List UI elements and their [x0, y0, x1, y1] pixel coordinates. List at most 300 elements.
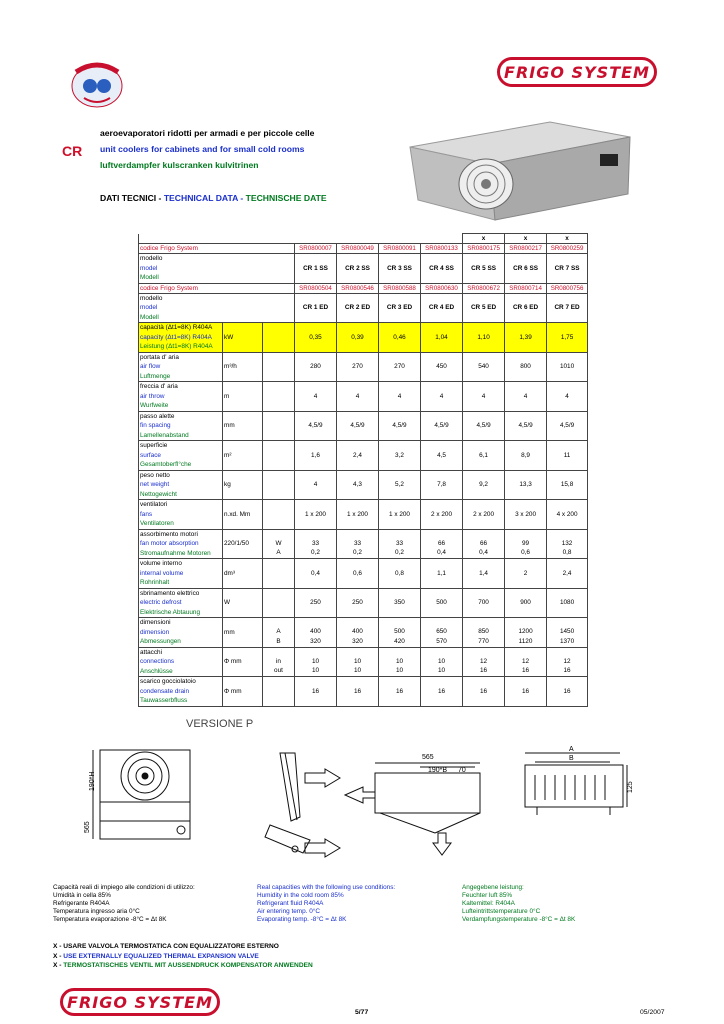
cond-en-3: Air entering temp. 0°C — [257, 908, 320, 915]
motor-value-1: 33 — [353, 539, 362, 547]
dimension-unit-1: A — [276, 628, 281, 636]
code_ed-value: SR0800630 — [421, 283, 463, 293]
table-row-airflow — [139, 352, 588, 382]
x-marks-spacer — [139, 234, 463, 244]
model_ss-label-en: model — [140, 264, 158, 272]
model_ss-label-it: modello — [140, 255, 163, 262]
motor-value-1: 33 — [395, 539, 404, 547]
airflow-value: 540 — [463, 352, 505, 382]
table-row-weight — [139, 470, 588, 500]
drain-value: 16 — [547, 677, 588, 707]
surface-value: 4,5 — [421, 441, 463, 471]
connections-unit-1: in — [276, 657, 281, 665]
connections-value-pair — [547, 647, 588, 677]
fans-value: 1 x 200 — [295, 500, 337, 530]
dimension-value-pair — [379, 618, 421, 648]
section-title — [100, 193, 327, 203]
weight-label-de: Nettogewicht — [140, 490, 177, 498]
cond-it-2: Refrigerante R404A — [53, 900, 110, 907]
document-date: 05/2007 — [640, 1009, 665, 1016]
motor-unit-1: W — [275, 539, 282, 547]
throw-label — [139, 382, 223, 412]
footer-brand-logo — [60, 988, 220, 1016]
cond-de-3: Lufteintrittstemperature 0°C — [462, 908, 541, 915]
table-row-model_ed — [139, 293, 588, 323]
drain-value: 16 — [379, 677, 421, 707]
model_ss-value: CR 3 SS — [379, 254, 421, 284]
fins-value: 4,5/9 — [379, 411, 421, 441]
connections-value-2: 10 — [353, 667, 362, 675]
motor-value-pair — [295, 529, 337, 559]
surface-unit-extra — [263, 441, 295, 471]
surface-value: 11 — [547, 441, 588, 471]
model_ss-value: CR 6 SS — [505, 254, 547, 284]
fins-unit: mm — [223, 411, 263, 441]
throw-value: 4 — [463, 382, 505, 412]
weight-value: 5,2 — [379, 470, 421, 500]
surface-value: 6,1 — [463, 441, 505, 471]
title-italian: aeroevaporatori ridotti per armadi e per piccole celle — [100, 128, 315, 138]
volume-value: 2 — [505, 559, 547, 589]
dim-a: A — [569, 746, 574, 753]
model_ed-label-it: modello — [140, 294, 163, 302]
code_ed-value: SR0800546 — [337, 283, 379, 293]
product-photo — [400, 112, 640, 232]
weight-label-it: peso netto — [140, 471, 170, 479]
volume-unit: dm³ — [223, 559, 263, 589]
code_ss-value: SR0800007 — [295, 244, 337, 254]
dimension-value-1: 1450 — [559, 628, 575, 636]
capacity-value: 0,35 — [295, 323, 337, 353]
weight-value: 9,2 — [463, 470, 505, 500]
defrost-label-en: electric defrost — [140, 599, 182, 606]
throw-value: 4 — [505, 382, 547, 412]
table-row-dimension — [139, 618, 588, 648]
airflow-value: 800 — [505, 352, 547, 382]
throw-value: 4 — [295, 382, 337, 412]
connections-value-pair — [379, 647, 421, 677]
motor-label-en: fan motor absorption — [140, 540, 199, 547]
drain-unit: Φ mm — [223, 677, 263, 707]
drain-value: 16 — [295, 677, 337, 707]
code_ss-value: SR0800091 — [379, 244, 421, 254]
cond-de-2: Kaltemittel: R404A — [462, 900, 515, 907]
valve-prefix-de: X - — [53, 962, 64, 969]
throw-label-de: Wurfweite — [140, 402, 169, 409]
conditions-italian — [53, 884, 253, 924]
table-row-throw — [139, 382, 588, 412]
dim-190b: 190*B — [428, 767, 448, 774]
connections-value-2: 10 — [395, 667, 404, 675]
code_ed-value: SR0800714 — [505, 283, 547, 293]
conditions-english — [257, 884, 457, 924]
valve-prefix-it: X - — [53, 943, 64, 950]
dim-565-left: 565 — [84, 821, 91, 833]
connections-label-it: attacchi — [140, 648, 163, 656]
spec-table-body — [139, 234, 588, 707]
dim-190h: 190*H — [89, 771, 96, 791]
motor-value-pair — [463, 529, 505, 559]
motor-label-de: Stromaufnahme Motoren — [140, 549, 211, 557]
brand-logo — [497, 57, 657, 87]
valve-note-de — [53, 961, 313, 971]
motor-label — [139, 529, 223, 559]
dimension-value-2: 570 — [436, 637, 447, 645]
version-label: VERSIONE P — [186, 718, 254, 730]
weight-label — [139, 470, 223, 500]
motor-sub: 220/1/50 — [223, 529, 263, 559]
defrost-unit: W — [223, 588, 263, 618]
fins-label — [139, 411, 223, 441]
connections-value-1: 10 — [395, 657, 404, 665]
connections-value-1: 10 — [437, 657, 446, 665]
technical-drawing — [84, 745, 635, 875]
volume-value: 1,1 — [421, 559, 463, 589]
table-row-capacity — [139, 323, 588, 353]
front-view-drawing — [93, 750, 190, 839]
fans-value: 2 x 200 — [463, 500, 505, 530]
dimension-label — [139, 618, 223, 648]
capacity-label — [139, 323, 223, 353]
connections-value-pair — [295, 647, 337, 677]
capacity-value: 0,46 — [379, 323, 421, 353]
x-mark-cell: x — [505, 234, 547, 244]
code_ed-value: SR0800672 — [463, 283, 505, 293]
dimension-unit-2: B — [276, 637, 281, 645]
airflow-value: 280 — [295, 352, 337, 382]
valve-text-it: USARE VALVOLA TERMOSTATICA CON EQUALIZZATORE ESTERNO — [63, 943, 279, 950]
dimension-value-1: 400 — [352, 628, 363, 636]
motor-value-2: 0,2 — [395, 549, 404, 557]
airflow-label-en: air flow — [140, 363, 161, 370]
drain-label-de: Tauwasserbfluss — [140, 697, 188, 704]
code_ed-label: codice Frigo System — [139, 283, 295, 293]
weight-value: 15,8 — [547, 470, 588, 500]
code_ss-label: codice Frigo System — [139, 244, 295, 254]
model_ed-value: CR 4 ED — [421, 293, 463, 323]
cond-it-0: Capacità reali di impiego alle condizioni di utilizzo: — [53, 884, 195, 891]
defrost-value: 700 — [463, 588, 505, 618]
model_ed-value: CR 5 ED — [463, 293, 505, 323]
model_ed-value: CR 2 ED — [337, 293, 379, 323]
throw-value: 4 — [421, 382, 463, 412]
motor-value-1: 99 — [521, 539, 530, 547]
series-code: CR — [62, 143, 83, 159]
motor-value-pair — [337, 529, 379, 559]
motor-value-2: 0,2 — [353, 549, 362, 557]
defrost-value: 900 — [505, 588, 547, 618]
connections-value-2: 16 — [479, 667, 488, 675]
drain-label-en: condensate drain — [140, 687, 190, 695]
table-row-fins — [139, 411, 588, 441]
cond-it-3: Temperatura ingresso aria 0°C — [53, 908, 140, 915]
valve-note-en — [53, 952, 313, 962]
fins-label-en: fin spacing — [140, 422, 171, 429]
dimension-units — [263, 618, 295, 648]
model_ed-label — [139, 293, 295, 323]
model_ed-value: CR 6 ED — [505, 293, 547, 323]
table-row-fans — [139, 500, 588, 530]
throw-unit: m — [223, 382, 263, 412]
dimension-value-2: 320 — [352, 637, 363, 645]
spec-table — [138, 233, 588, 707]
defrost-value: 500 — [421, 588, 463, 618]
weight-unit-extra — [263, 470, 295, 500]
code_ed-value: SR0800504 — [295, 283, 337, 293]
capacity-unit-extra — [263, 323, 295, 353]
cond-de-0: Angegebene leistung: — [462, 884, 524, 891]
airflow-value: 450 — [421, 352, 463, 382]
fins-label-de: Lamellenabstand — [140, 431, 189, 439]
dimension-value-2: 320 — [310, 637, 321, 645]
drain-value: 16 — [421, 677, 463, 707]
brand-logo-text: FRIGO SYSTEM — [504, 62, 650, 82]
defrost-value: 350 — [379, 588, 421, 618]
dim-70: 70 — [458, 767, 466, 774]
motor-units — [263, 529, 295, 559]
airflow-label-de: Luftmenge — [140, 372, 171, 380]
surface-unit: m² — [223, 441, 263, 471]
section-title-it: DATI TECNICI - — [100, 193, 164, 203]
connections-value-2: 16 — [521, 667, 530, 675]
fans-value: 3 x 200 — [505, 500, 547, 530]
model_ss-label-de: Modell — [140, 274, 159, 281]
fans-unit: n.xd. Mm — [223, 500, 263, 530]
motor-value-1: 132 — [561, 539, 573, 547]
surface-label-it: superficie — [140, 442, 168, 449]
volume-label-en: internal volume — [140, 569, 184, 577]
motor-value-1: 66 — [437, 539, 446, 547]
model_ed-value: CR 7 ED — [547, 293, 588, 323]
table-row-x-marks — [139, 234, 588, 244]
capacity-unit: kW — [223, 323, 263, 353]
code_ed-value: SR0800756 — [547, 283, 588, 293]
motor-label-it: assorbimento motori — [140, 530, 198, 538]
cond-it-1: Umidità in cella 85% — [53, 892, 111, 899]
fins-value: 4,5/9 — [463, 411, 505, 441]
motor-value-pair — [547, 529, 588, 559]
connections-value-1: 12 — [479, 657, 488, 665]
throw-label-it: freccia d' aria — [140, 383, 178, 390]
weight-value: 4 — [295, 470, 337, 500]
cond-en-2: Refrigerant fluid R404A — [257, 900, 324, 907]
model_ed-label-en: model — [140, 304, 158, 311]
airflow-value: 270 — [379, 352, 421, 382]
weight-value: 7,8 — [421, 470, 463, 500]
table-row-drain — [139, 677, 588, 707]
defrost-value: 1080 — [547, 588, 588, 618]
defrost-label-de: Elektrische Abtauung — [140, 608, 201, 616]
defrost-label-it: sbrinamento elettrico — [140, 589, 200, 597]
valve-text-de: TERMOSTATISCHES VENTIL MIT AUSSENDRUCK KOMPENSATOR ANWENDEN — [63, 962, 313, 969]
motor-value-2: 0,8 — [562, 549, 572, 557]
dimension-value-2: 420 — [394, 637, 405, 645]
model_ed-label-de: Modell — [140, 313, 159, 321]
title-german: luftverdampfer kulscranken kulvitrinen — [100, 160, 259, 170]
fins-unit-extra — [263, 411, 295, 441]
throw-unit-extra — [263, 382, 295, 412]
defrost-value: 250 — [337, 588, 379, 618]
model_ss-value: CR 2 SS — [337, 254, 379, 284]
cond-en-4: Evaporating temp. -8°C = Δt 8K — [257, 916, 347, 923]
dim-b: B — [569, 755, 574, 762]
surface-label — [139, 441, 223, 471]
throw-value: 4 — [379, 382, 421, 412]
dimension-label-de: Abmessungen — [140, 638, 181, 645]
motor-value-pair — [379, 529, 421, 559]
airflow-value: 1010 — [547, 352, 588, 382]
dim-565-top: 565 — [422, 754, 434, 761]
airflow-label-it: portata d' aria — [140, 353, 179, 361]
table-row-model_ss — [139, 254, 588, 284]
code_ss-value: SR0800175 — [463, 244, 505, 254]
connections-value-1: 10 — [353, 657, 362, 665]
volume-label — [139, 559, 223, 589]
code_ss-value: SR0800259 — [547, 244, 588, 254]
connections-label-de: Anschlüsse — [140, 667, 173, 675]
connections-value-2: 10 — [311, 667, 320, 675]
dimension-value-2: 770 — [478, 637, 489, 645]
table-row-code_ss — [139, 244, 588, 254]
drain-unit-extra — [263, 677, 295, 707]
cond-de-1: Feuchter luft 85% — [462, 892, 513, 899]
connections-value-1: 12 — [563, 657, 571, 665]
dimension-label-en: dimension — [140, 628, 170, 636]
footer-brand-text: FRIGO SYSTEM — [67, 992, 213, 1012]
weight-value: 4,3 — [337, 470, 379, 500]
code_ss-value: SR0800049 — [337, 244, 379, 254]
drain-value: 16 — [505, 677, 547, 707]
table-row-surface — [139, 441, 588, 471]
connections-value-pair — [421, 647, 463, 677]
fins-value: 4,5/9 — [547, 411, 588, 441]
fans-label — [139, 500, 223, 530]
drain-label — [139, 677, 223, 707]
model_ss-value: CR 7 SS — [547, 254, 588, 284]
defrost-value: 250 — [295, 588, 337, 618]
surface-value: 8,9 — [505, 441, 547, 471]
fins-label-it: passo alette — [140, 412, 175, 420]
code_ss-value: SR0800133 — [421, 244, 463, 254]
fans-label-it: ventilatori — [140, 501, 168, 508]
volume-value: 2,4 — [547, 559, 588, 589]
motor-value-pair — [505, 529, 547, 559]
cond-de-4: Verdampfungstemperature -8°C = Δt 8K — [462, 916, 576, 923]
capacity-label-it: capacità (Δt1=8K) R404A — [140, 324, 213, 331]
drain-value: 16 — [463, 677, 505, 707]
code_ed-value: SR0800588 — [379, 283, 421, 293]
weight-value: 13,3 — [505, 470, 547, 500]
airflow-label — [139, 352, 223, 382]
dimension-sub: mm — [223, 618, 263, 648]
motor-value-2: 0,4 — [437, 549, 446, 557]
motor-value-2: 0,6 — [521, 549, 530, 557]
title-english: unit coolers for cabinets and for small cold rooms — [100, 144, 305, 154]
model_ss-value: CR 5 SS — [463, 254, 505, 284]
model_ss-value: CR 1 SS — [295, 254, 337, 284]
valve-prefix-en: X - — [53, 952, 64, 960]
connections-sub: Φ mm — [223, 647, 263, 677]
connections-value-1: 10 — [311, 657, 320, 665]
airflow-unit: m³/h — [223, 352, 263, 382]
volume-value: 0,4 — [295, 559, 337, 589]
capacity-value: 1,10 — [463, 323, 505, 353]
fans-value: 4 x 200 — [547, 500, 588, 530]
throw-value: 4 — [547, 382, 588, 412]
side-view-drawing — [265, 753, 340, 857]
volume-value: 0,6 — [337, 559, 379, 589]
fins-value: 4,5/9 — [337, 411, 379, 441]
volume-label-de: Rohrinhalt — [140, 579, 170, 586]
dimension-value-2: 1370 — [559, 637, 575, 645]
fans-label-en: fans — [140, 510, 153, 518]
page-number: 5/77 — [355, 1009, 369, 1016]
fans-label-de: Ventilatoren — [140, 520, 174, 527]
connections-unit-2: out — [274, 667, 283, 675]
fins-value: 4,5/9 — [505, 411, 547, 441]
dimension-value-1: 850 — [478, 628, 489, 636]
dimension-value-pair — [547, 618, 588, 648]
section-title-de: TECHNISCHE DATE — [245, 193, 327, 203]
drain-value: 16 — [337, 677, 379, 707]
fans-value: 2 x 200 — [421, 500, 463, 530]
connections-value-pair — [505, 647, 547, 677]
rear-view-drawing — [525, 753, 627, 815]
volume-value: 1,4 — [463, 559, 505, 589]
conditions-german — [462, 884, 662, 924]
fans-value: 1 x 200 — [337, 500, 379, 530]
capacity-value: 1,75 — [547, 323, 588, 353]
code_ss-value: SR0800217 — [505, 244, 547, 254]
surface-label-de: Gesamtoberfl°che — [140, 461, 192, 468]
model_ed-value: CR 3 ED — [379, 293, 421, 323]
dimension-value-1: 400 — [310, 628, 321, 636]
connections-value-2: 10 — [437, 667, 446, 675]
defrost-unit-extra — [263, 588, 295, 618]
cond-en-0: Real capacities with the following use conditions: — [257, 884, 396, 891]
motor-unit-2: A — [276, 549, 281, 557]
dimension-label-it: dimensioni — [140, 619, 171, 626]
weight-label-en: net weight — [140, 481, 170, 488]
volume-unit-extra — [263, 559, 295, 589]
model_ed-value: CR 1 ED — [295, 293, 337, 323]
x-mark-cell: x — [463, 234, 505, 244]
dim-125: 125 — [627, 781, 634, 793]
dimension-value-pair — [295, 618, 337, 648]
fins-value: 4,5/9 — [295, 411, 337, 441]
section-title-en: TECHNICAL DATA - — [163, 193, 246, 203]
connections-label-en: connections — [140, 658, 175, 665]
table-row-volume — [139, 559, 588, 589]
airflow-unit-extra — [263, 352, 295, 382]
connections-value-2: 16 — [563, 667, 571, 675]
dimension-value-1: 500 — [394, 628, 405, 636]
table-row-connections — [139, 647, 588, 677]
connections-label — [139, 647, 223, 677]
dimension-value-1: 1200 — [518, 628, 533, 636]
connections-value-pair — [337, 647, 379, 677]
defrost-label — [139, 588, 223, 618]
fans-unit-extra — [263, 500, 295, 530]
surface-value: 3,2 — [379, 441, 421, 471]
dimension-value-pair — [337, 618, 379, 648]
company-emblem — [64, 56, 130, 108]
volume-value: 0,8 — [379, 559, 421, 589]
connections-units — [263, 647, 295, 677]
dimension-value-1: 650 — [436, 628, 447, 636]
cond-en-1: Humidity in the cold room 85% — [257, 892, 344, 899]
motor-value-2: 0,2 — [311, 549, 320, 557]
